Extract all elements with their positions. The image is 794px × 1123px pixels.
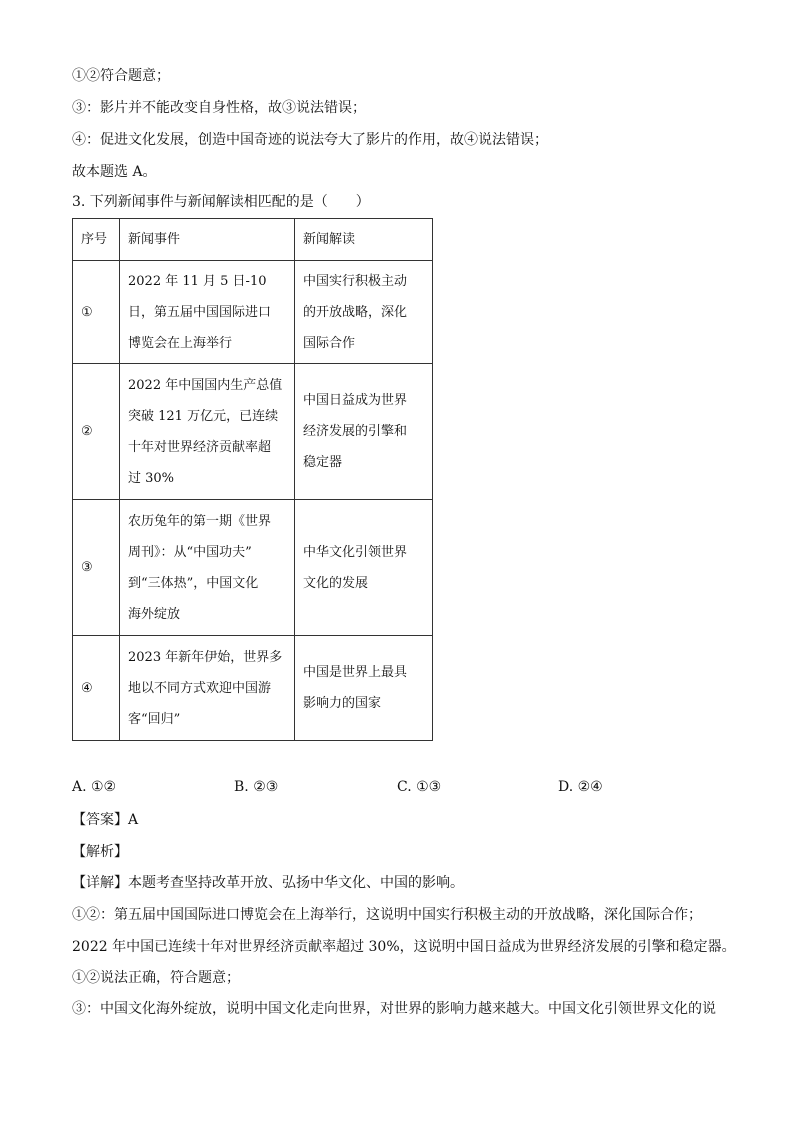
news-event — [120, 364, 295, 500]
detail-line: 2022 年中国已连续十年对世界经济贡献率超过 30%，这说明中国日益成为世界经济发展的引擎和稳定器。 — [72, 939, 736, 955]
news-event — [120, 500, 295, 636]
cell-line: 文化的发展 — [303, 575, 369, 591]
option-d[interactable]: D. ②④ — [558, 779, 603, 795]
news-table — [72, 218, 433, 741]
answer-line: 【答案】A — [72, 812, 139, 828]
table-row — [73, 364, 433, 500]
cell-line: 突破 121 万亿元，已连续 — [128, 408, 279, 424]
cell-line: 十年对世界经济贡献率超 — [128, 439, 272, 455]
table-row — [73, 500, 433, 636]
cell-line: 影响力的国家 — [303, 696, 382, 711]
cell-line: 地以不同方式欢迎中国游 — [128, 680, 272, 696]
cell-line: 国际合作 — [303, 335, 356, 351]
header-cell: 序号 — [73, 219, 120, 261]
news-reading — [295, 364, 433, 500]
cell-line: 周刊》：从“中国功夫” — [128, 544, 252, 560]
news-event — [120, 261, 295, 364]
table-header-row — [73, 219, 433, 261]
row-number: ④ — [73, 636, 120, 741]
option-a[interactable]: A. ①② — [72, 779, 117, 795]
explanation-line: ③：影片并不能改变自身性格，故③说法错误； — [72, 100, 366, 116]
cell-line: 日，第五届中国国际进口 — [128, 304, 272, 320]
row-number: ③ — [73, 500, 120, 636]
news-event — [120, 636, 295, 741]
cell-line: 海外绽放 — [128, 606, 181, 622]
explanation-line: 故本题选 A。 — [72, 164, 157, 180]
explanation-line: ④：促进文化发展，创造中国奇迹的说法夸大了影片的作用，故④说法错误； — [72, 132, 548, 148]
cell-line: 中国是世界上最具 — [303, 665, 408, 680]
table-row — [73, 636, 433, 741]
news-reading — [295, 261, 433, 364]
cell-line: 到“三体热”，中国文化 — [128, 575, 259, 591]
detail-line: ③：中国文化海外绽放，说明中国文化走向世界，对世界的影响力越来越大。中国文化引领世界文化的说 — [72, 1001, 716, 1017]
question-stem: 3. 下列新闻事件与新闻解读相匹配的是（ ） — [72, 194, 370, 210]
cell-line: 中国日益成为世界 — [303, 393, 408, 408]
cell-line: 2023 年新年伊始，世界多 — [128, 649, 283, 665]
detail-line: ①②说法正确，符合题意； — [72, 970, 240, 986]
cell-line: 中华文化引领世界 — [303, 544, 408, 560]
cell-line: 稳定器 — [303, 455, 343, 470]
detail-line: ①②：第五届中国国际进口博览会在上海举行，这说明中国实行积极主动的开放战略，深化国际合作； — [72, 907, 702, 923]
cell-line: 2022 年中国国内生产总值 — [128, 377, 283, 393]
cell-line: 农历兔年的第一期《世界 — [128, 513, 272, 529]
header-cell: 新闻解读 — [295, 219, 433, 261]
cell-line: 2022 年 11 月 5 日-10 — [128, 273, 267, 289]
cell-line: 过 30% — [128, 470, 175, 486]
cell-line: 中国实行积极主动 — [303, 273, 408, 289]
option-b[interactable]: B. ②③ — [234, 779, 279, 795]
news-reading — [295, 500, 433, 636]
table-row — [73, 261, 433, 364]
cell-line: 的开放战略，深化 — [303, 304, 408, 320]
cell-line: 博览会在上海举行 — [128, 335, 233, 351]
detail-line: 【详解】本题考查坚持改革开放、弘扬中华文化、中国的影响。 — [72, 875, 464, 891]
news-reading — [295, 636, 433, 741]
explanation-line: ①②符合题意； — [72, 68, 170, 84]
cell-line: 经济发展的引擎和 — [303, 424, 408, 439]
header-cell: 新闻事件 — [120, 219, 295, 261]
option-c[interactable]: C. ①③ — [397, 779, 442, 795]
row-number: ② — [73, 364, 120, 500]
analysis-heading: 【解析】 — [72, 844, 128, 860]
row-number: ① — [73, 261, 120, 364]
cell-line: 客“回归” — [128, 711, 181, 727]
